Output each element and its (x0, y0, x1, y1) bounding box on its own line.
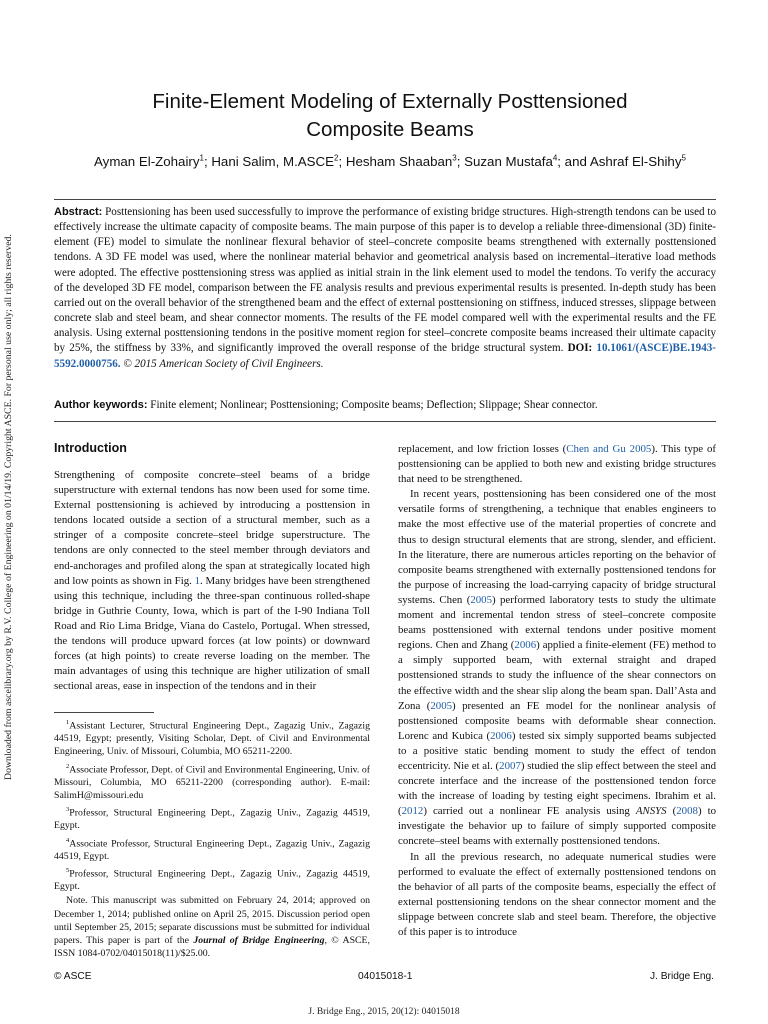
author: Ayman El-Zohairy$^1$; (94, 154, 212, 170)
footnote: $^2$Associate Professor, Dept. of Civil and Environmental Engineering, Univ. of Missouri, Columbia, MO 65211-2200 (corresponding author). E-mail: SalimH@missouri.edu (54, 762, 370, 801)
title-line-1: Finite-Element Modeling of Externally Posttensioned (152, 90, 628, 113)
citation-link[interactable]: 2005 (430, 699, 453, 712)
citation-link[interactable]: 2012 (401, 805, 424, 818)
footer-journal: J. Bridge Eng. (650, 971, 714, 982)
author: Ashraf El-Shihy$^5$ (589, 154, 686, 170)
left-column (54, 468, 370, 694)
keywords-text: Finite element; Nonlinear; Posttensioning; Composite beams; Deflection; Slippage; Shear connector. (150, 399, 598, 411)
intro-paragraph: Strengthening of composite concrete–steel beams of a bridge superstructure with external tendons has now been used for some time. External posttensioning is achieved by introducing a posttension in tendons located outside a section of a structural member, such as a stringer of a composite concrete–steel bridge superstructure. The tendons are only connected to the steel member through deviators and end-anchorages and profiled along the span at strategically located high and low points as shown in Fig. 1. Many bridges have been strengthened using this technique, including the three-span continuous rolled-shape bridge in Guthrie County, Iowa, which is part of the I-90 Indiana Toll Road and Rio Lima Bridge, Viana do Castelo, Portugal. When stressed, the tendons will produce upward forces (at low points) or downward forces (at high points) to create reverse loading on the member. The main advantages of using this technique are higher utilization of small sectional areas, ease in inspection of the tendons and in their (54, 469, 370, 693)
footnote: $^1$Assistant Lecturer, Structural Engineering Dept., Zagazig Univ., Zagazig 44519, Egypt; presently, Visiting Scholar, Dept. of Civil and Environmental Engineering, Univ. of Missouri, Columbia, MO 65211-2200. (54, 719, 370, 758)
abstract-bottom-rule (54, 421, 716, 422)
author: Suzan Mustafa$^4$; and (464, 154, 590, 170)
author: Hesham Shaaban$^3$; (345, 154, 465, 170)
citation-link[interactable]: 2006 (490, 729, 512, 742)
section-heading-introduction: Introduction (54, 441, 127, 455)
title-line-2: Composite Beams (306, 118, 474, 141)
doi-link[interactable]: 10.1061/(ASCE)BE.1943-5592.0000756. (54, 342, 716, 370)
paragraph-continued: replacement, and low friction losses (Chen and Gu 2005). This type of posttensioning can be applied to both new and existing bridge structures that need to be strengthened. (398, 443, 716, 486)
author-list (40, 154, 740, 169)
footer-publisher: © ASCE (54, 971, 92, 982)
objective-paragraph: In all the previous research, no adequate numerical studies were performed to evaluate the effect of externally posttensioned tendons on the behavior of all parts of the composite beams, especially the effect of external posttensioning tendons on the shear connector moment and the slippage between concrete slab and steel beam. Therefore, the objective of this paper is to introduce (398, 850, 716, 938)
author: Hani Salim, M.ASCE$^2$; (211, 154, 346, 170)
abstract-label: Abstract: (54, 206, 103, 218)
keywords-label: Author keywords: (54, 399, 148, 411)
abstract-top-rule (54, 199, 716, 200)
footnote-rule (54, 712, 154, 713)
literature-paragraph: In recent years, posttensioning has been considered one of the most versatile forms of strengthening, a technique that enables engineers to make the most effective use of the material properties of concrete and thus to design structural elements that are strong, slender, and efficient. In the literature, there are numerous articles reporting on the behavior of composite beams strengthened with externally posttensioned tendons for the purpose of increasing the load-carrying capacity of bridge structural systems. Chen (2005) performed laboratory tests to study the ultimate moment and incremental tendon stress of steel–concrete composite beams posttensioned with external tendons under positive moment regions. Chen and Zhang (2006) applied a finite-element (FE) method to a simply supported beam, with external straight and draped posttensioned strands to study the influence of the shear connectors on the effective width and the shear slip along the beam span. Dall’Asta and Zona (2005) presented an FE model for the nonlinear analysis of posttensioned composite beams with deformable shear connection. Lorenc and Kubica (2006) tested six simply supported beams subjected to a positive static bending moment to study the effect of tendon eccentricity. Nie et al. (2007) studied the slip effect between the steel and concrete interface and the increase of the posttensioned tendon force with the increase of loading by testing eight specimens. Ibrahim et al. (2012) carried out a nonlinear FE analysis using ANSYS (2008) to investigate the behavior up to failure of simply supported composite concrete–steel beams with externally posttensioned tendons. (398, 488, 717, 848)
citation-link[interactable]: 2006 (514, 639, 537, 652)
citation-line: J. Bridge Eng., 2015, 20(12): 04015018 (308, 1007, 460, 1017)
doi: DOI: 10.1061/(ASCE)BE.1943-5592.0000756. (54, 342, 716, 370)
paper-title (60, 88, 720, 144)
abstract-text: Posttensioning has been used successfully to improve the performance of existing bridge structures. High-strength tendons can be used to effectively increase the ultimate capacity of composite beams. The main purpose of this paper is to develop a reliable three-dimensional (3D) finite-element (FE) model to simulate the nonlinear flexural behavior of steel–concrete composite beams strengthened with externally posttensioned tendons. A 3D FE model was used, where the nonlinear material behavior and geometrical analysis based on incremental–iterative load methods were adopted. The effective posttensioning stress was applied as initial strain in the link element used to model the tendons. To verify the accuracy of the developed 3D FE model, comparison between the FE analysis results and previous experimental results is presented. In-depth study has been carried out on the overall behavior of the strengthened beam and the effect of external posttensioning on stiffness, induced stresses, slippage between concrete slab and steel beam, and shear connector moments. The results of the FE model compared well with the experimental results and the FE analysis. Using external posttensioning tendons in the positive moment region for steel–concrete composite beams increased their ultimate capacity by 25%, the stiffness by 33%, and significantly improved the overall response of the bridge structural system. (54, 206, 716, 355)
manuscript-note: Note. This manuscript was submitted on February 24, 2014; approved on December 1, 2014; published online on April 25, 2015. Discussion period open until September 25, 2015; separate discussions must be submitted for individual papers. This paper is part of the Journal of Bridge Engineering, © ASCE, ISSN 1084-0702/04015018(11)/$25.00. (54, 895, 370, 959)
footnotes (54, 716, 370, 961)
abstract (54, 205, 716, 372)
footnote: $^4$Associate Professor, Structural Engineering Dept., Zagazig Univ., Zagazig 44519, Egypt. (54, 836, 370, 862)
citation-link[interactable]: Chen and Gu 2005 (566, 443, 652, 455)
right-column (398, 442, 716, 940)
figure-link[interactable]: 1 (194, 574, 201, 587)
download-notice: Downloaded from ascelibrary.org by R.V. College of Engineering on 01/14/19. Copyright ASCE. For personal use only; all rights reserved. (3, 234, 14, 780)
author-keywords (54, 399, 716, 411)
copyright: © 2015 American Society of Civil Engineers. (123, 357, 324, 370)
footnote: $^5$Professor, Structural Engineering Dept., Zagazig Univ., Zagazig 44519, Egypt. (54, 867, 370, 893)
citation-link[interactable]: 2008 (676, 805, 698, 818)
citation-link[interactable]: 2005 (470, 593, 492, 606)
footer-page-id: 04015018-1 (358, 971, 413, 982)
footnote: $^3$Professor, Structural Engineering Dept., Zagazig Univ., Zagazig 44519, Egypt. (54, 806, 370, 832)
citation-link[interactable]: 2007 (499, 759, 521, 772)
